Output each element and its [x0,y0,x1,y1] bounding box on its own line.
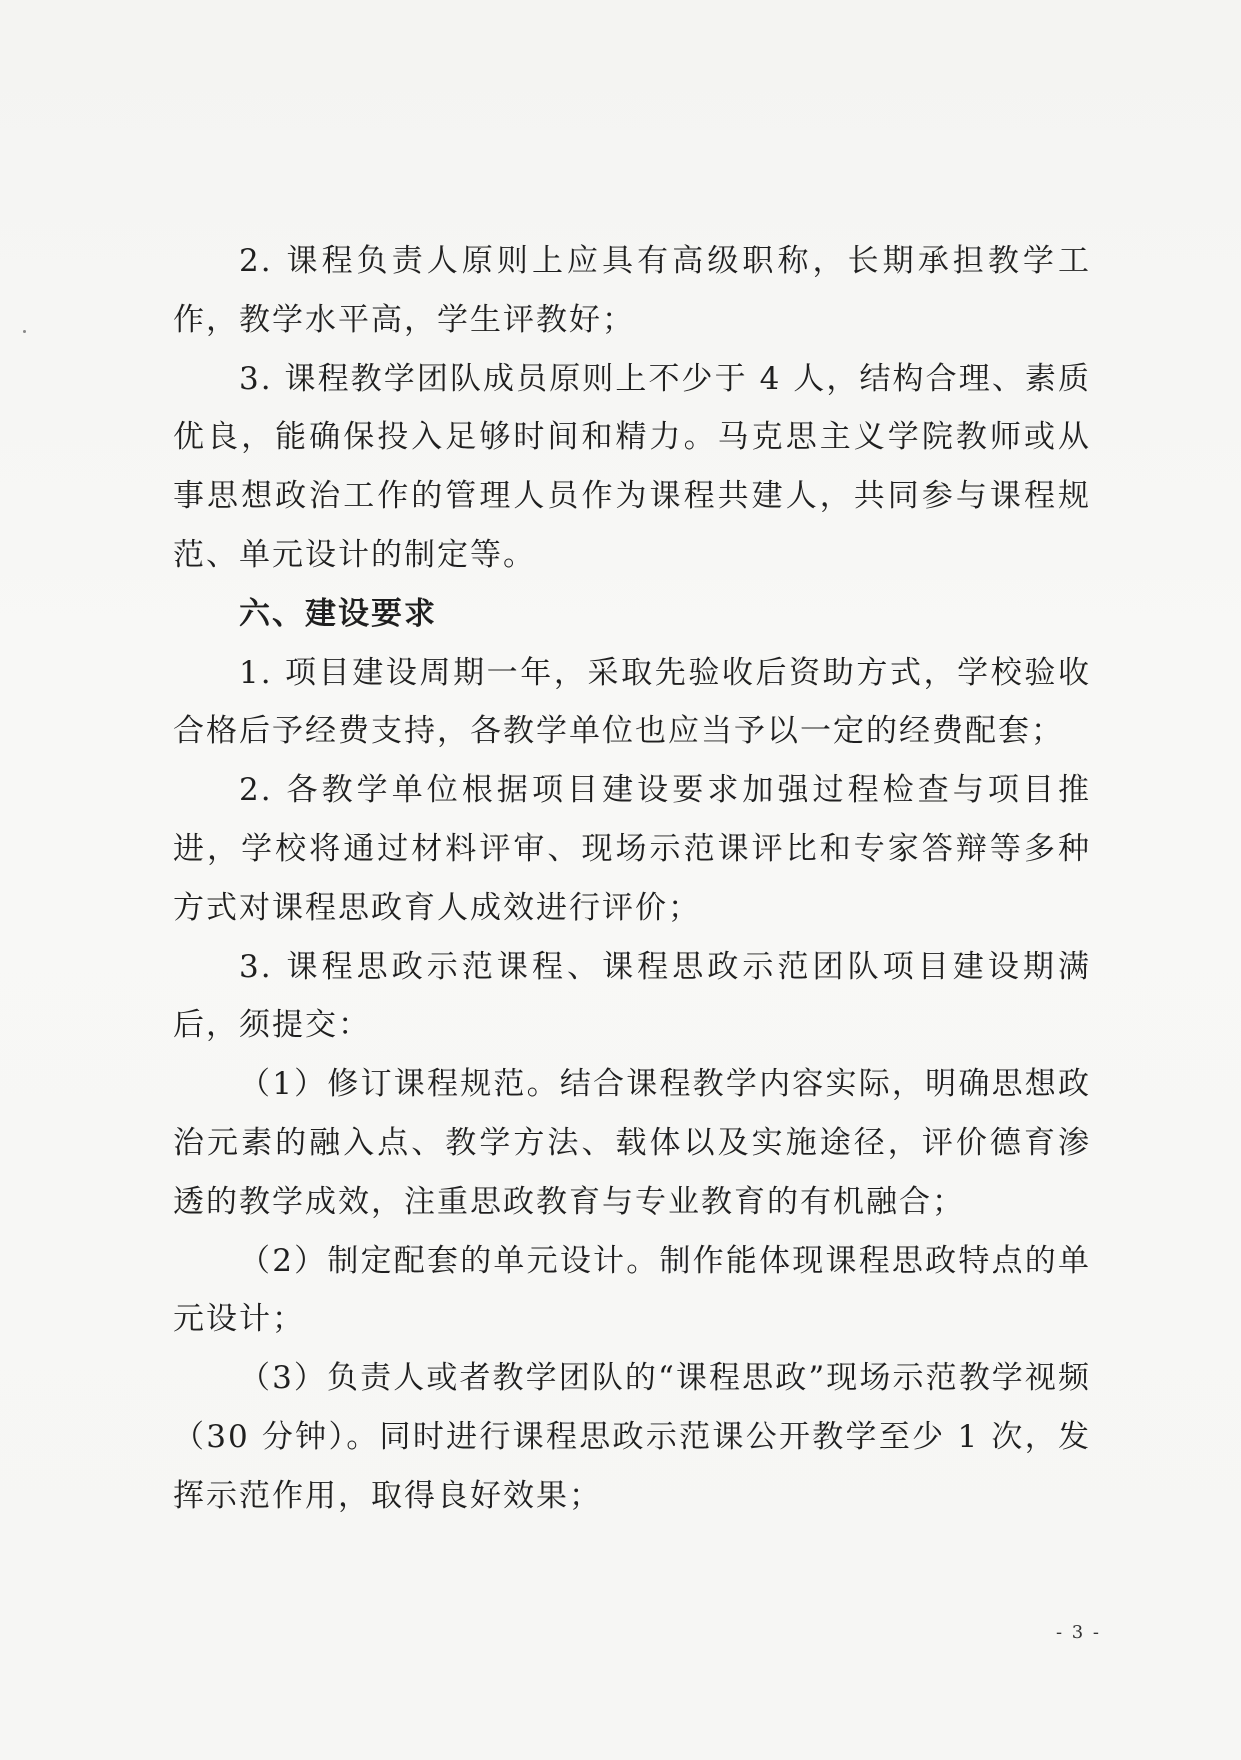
section-heading-6: 六、建设要求 [239,595,437,632]
page-number: - 3 - [1055,1622,1101,1643]
paragraph-req-3: 3. 课程教学团队成员原则上不少于 4 人，结构合理、素质优良，能确保投入足够时间和精力。马克思主义学院教师或从事思想政治工作的管理人员作为课程共建人，共同参与课程规范、单元设计的制定等。 [173,360,1091,573]
scan-speck [23,330,26,333]
paragraph-submit-2: （2）制定配套的单元设计。制作能体现课程思政特点的单元设计； [173,1242,1091,1338]
paragraph-build-1: 1. 项目建设周期一年，采取先验收后资助方式，学校验收合格后予经费支持，各教学单位也应当予以一定的经费配套； [173,654,1091,750]
paragraph-submit-3: （3）负责人或者教学团队的“课程思政”现场示范教学视频（30 分钟）。同时进行课程思政示范课公开教学至少 1 次，发挥示范作用，取得良好效果； [173,1360,1091,1514]
paragraph-build-3: 3. 课程思政示范课程、课程思政示范团队项目建设期满后，须提交： [173,948,1091,1044]
paragraph-req-2: 2. 课程负责人原则上应具有高级职称，长期承担教学工作，教学水平高，学生评教好； [173,243,1091,338]
paragraph-build-2: 2. 各教学单位根据项目建设要求加强过程检查与项目推进，学校将通过材料评审、现场示范课评比和专家答辩等多种方式对课程思政育人成效进行评价； [173,772,1091,926]
paragraph-submit-1: （1）修订课程规范。结合课程教学内容实际，明确思想政治元素的融入点、教学方法、载体以及实施途径，评价德育渗透的教学成效，注重思政教育与专业教育的有机融合； [173,1066,1091,1220]
document-body [173,232,1091,1526]
